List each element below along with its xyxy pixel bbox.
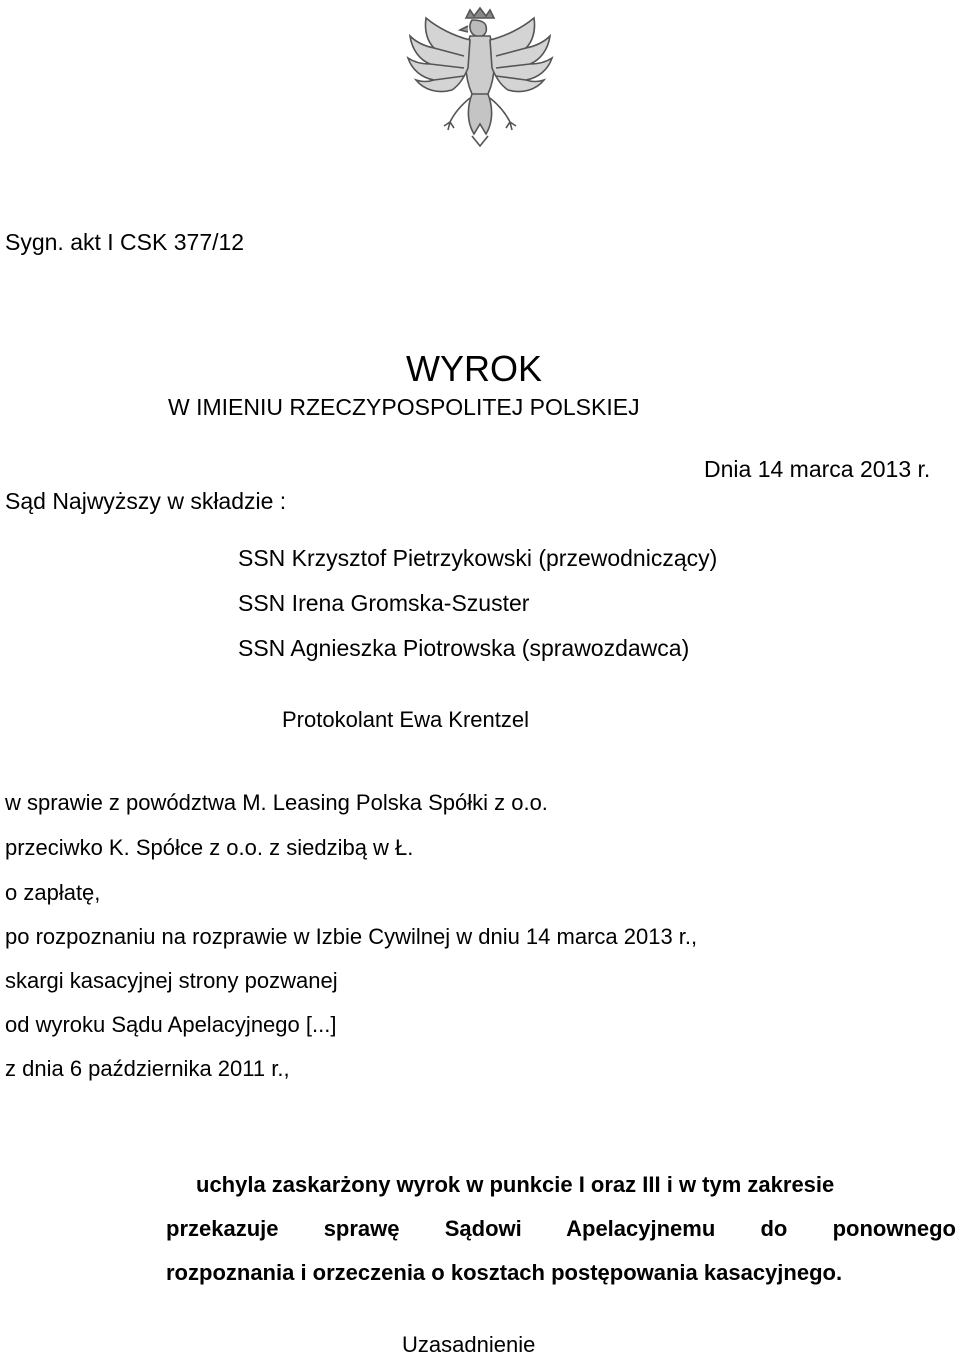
case-line: o zapłatę, bbox=[5, 880, 101, 905]
case-line: w sprawie z powództwa M. Leasing Polska Spółki z o.o. bbox=[5, 790, 548, 815]
judge-line: SSN Irena Gromska-Szuster bbox=[238, 590, 530, 616]
case-signature: Sygn. akt I CSK 377/12 bbox=[5, 229, 245, 255]
justification-heading: Uzasadnienie bbox=[402, 1332, 536, 1357]
judge-line: SSN Krzysztof Pietrzykowski (przewodniczący) bbox=[238, 545, 718, 571]
case-line: przeciwko K. Spółce z o.o. z siedzibą w Ł. bbox=[5, 835, 414, 860]
ruling-date: Dnia 14 marca 2013 r. bbox=[704, 456, 931, 482]
case-line: po rozpoznaniu na rozprawie w Izbie Cywilnej w dniu 14 marca 2013 r., bbox=[5, 924, 698, 949]
polish-eagle-emblem-icon bbox=[398, 6, 562, 166]
court-composition-label: Sąd Najwyższy w składzie : bbox=[5, 488, 287, 514]
case-line: z dnia 6 października 2011 r., bbox=[5, 1056, 290, 1081]
case-line: od wyroku Sądu Apelacyjnego [...] bbox=[5, 1012, 337, 1037]
recorder-line: Protokolant Ewa Krentzel bbox=[282, 707, 530, 732]
document-title: WYROK bbox=[406, 348, 543, 389]
judge-line: SSN Agnieszka Piotrowska (sprawozdawca) bbox=[238, 635, 690, 661]
case-line: skargi kasacyjnej strony pozwanej bbox=[5, 968, 338, 993]
ruling-line: przekazuje sprawę Sądowi Apelacyjnemu do ponownego bbox=[166, 1216, 956, 1241]
document-subtitle: W IMIENIU RZECZYPOSPOLITEJ POLSKIEJ bbox=[168, 394, 640, 420]
ruling-line: uchyla zaskarżony wyrok w punkcie I oraz III i w tym zakresie bbox=[196, 1172, 835, 1197]
ruling-line: rozpoznania i orzeczenia o kosztach postępowania kasacyjnego. bbox=[166, 1260, 843, 1285]
